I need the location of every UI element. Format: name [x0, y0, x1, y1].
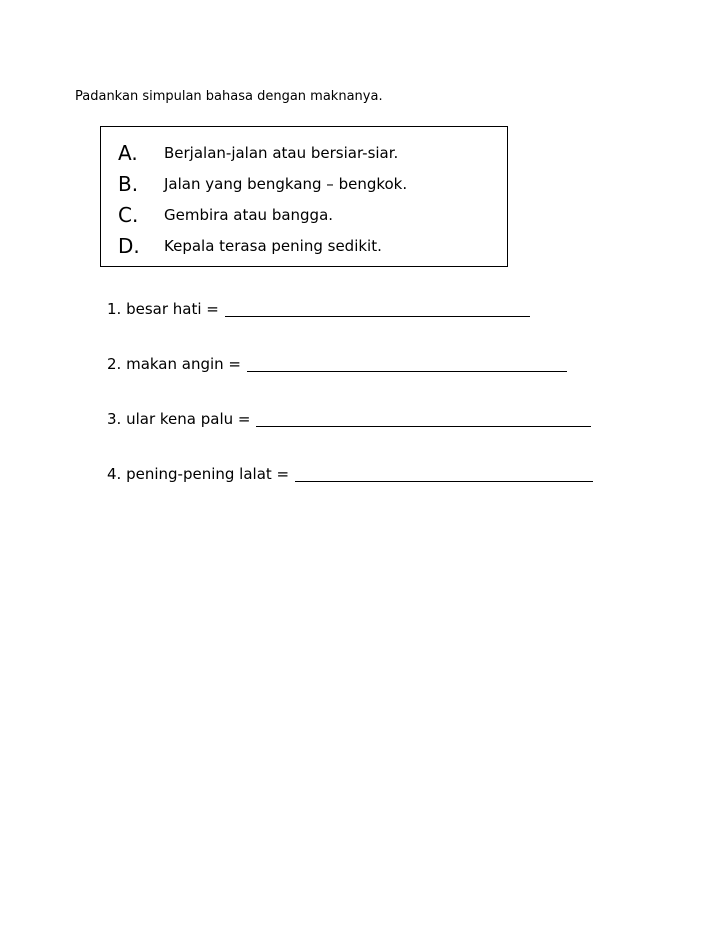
choice-a	[118, 138, 398, 167]
question-text: 2. makan angin =	[107, 355, 242, 373]
choice-text: Jalan yang bengkang – bengkok.	[164, 174, 408, 193]
instruction-text: Padankan simpulan bahasa dengan maknanya.	[75, 89, 383, 104]
answer-blank[interactable]	[247, 357, 567, 372]
choice-letter: C.	[118, 202, 139, 227]
answer-blank[interactable]	[256, 412, 591, 427]
question-text: 4. pening-pening lalat =	[107, 465, 290, 483]
choice-d	[118, 231, 382, 260]
choice-letter: A.	[118, 140, 138, 165]
choice-text: Kepala terasa pening sedikit.	[164, 236, 382, 255]
question-1	[107, 299, 530, 318]
choice-letter: B.	[118, 171, 139, 196]
question-3	[107, 409, 591, 428]
choice-b	[118, 169, 407, 198]
question-text: 3. ular kena palu =	[107, 410, 251, 428]
question-4	[107, 464, 593, 483]
answer-blank[interactable]	[225, 302, 530, 317]
choice-text: Gembira atau bangga.	[164, 205, 334, 224]
answer-blank[interactable]	[295, 467, 593, 482]
question-text: 1. besar hati =	[107, 300, 219, 318]
question-2	[107, 354, 567, 373]
choice-letter: D.	[118, 233, 140, 258]
answer-choices-box	[100, 126, 508, 267]
choice-c	[118, 200, 333, 229]
choice-text: Berjalan-jalan atau bersiar-siar.	[164, 143, 399, 162]
